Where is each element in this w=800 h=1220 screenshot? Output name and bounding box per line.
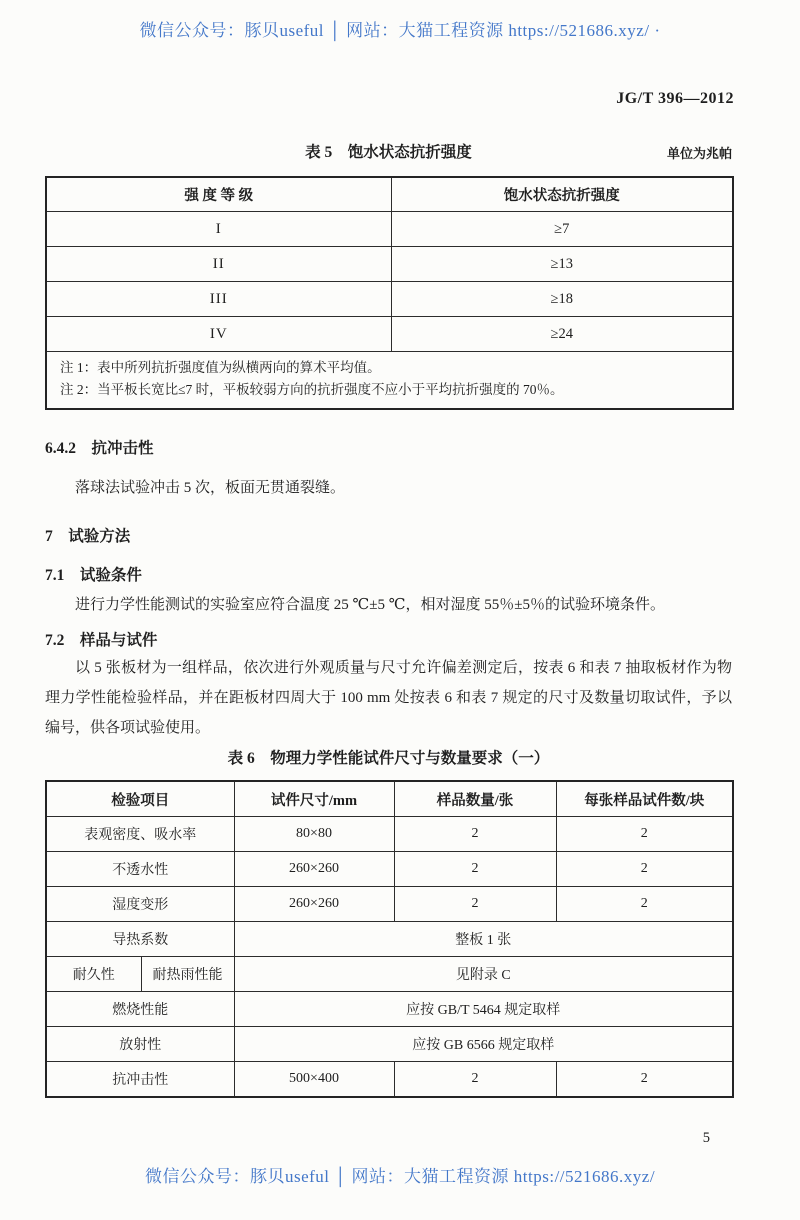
table-row xyxy=(46,1027,733,1062)
table6-col-header-item: 检验项目 xyxy=(46,781,234,817)
page-number: 5 xyxy=(702,1130,710,1146)
table5-col-header-strength: 饱水状态抗折强度 xyxy=(391,177,733,212)
piece-count-cell: 2 xyxy=(556,1062,733,1098)
table6 xyxy=(45,780,734,1098)
size-cell: 260×260 xyxy=(234,852,394,887)
grade-cell: III xyxy=(46,282,391,317)
table5-caption-row xyxy=(45,140,732,160)
section-paragraph-7-2: 以 5 张板材为一组样品，依次进行外观质量与尺寸允许偏差测定后，按表 6 和表 7 抽取板材作为物理力学性能检验样品，并在距板材四周大于 100 mm 处按表 6 和表 7 规定的尺寸及数量切取试件，予以编号，供各项试验使用。 xyxy=(45,660,732,736)
span-value-cell: 整板 1 张 xyxy=(234,922,733,957)
item-cell: 燃烧性能 xyxy=(46,992,234,1027)
table-row xyxy=(46,817,733,852)
piece-count-cell: 2 xyxy=(556,817,733,852)
item-cell: 放射性 xyxy=(46,1027,234,1062)
piece-count-cell: 2 xyxy=(556,852,733,887)
table-row xyxy=(46,212,733,247)
span-value-cell: 见附录 C xyxy=(234,957,733,992)
watermark-bottom: 微信公众号：豚贝useful │ 网站：大猫工程资源 https://521686.xyz/ xyxy=(144,1167,656,1186)
piece-count-cell: 2 xyxy=(556,887,733,922)
table5-notes-row xyxy=(46,352,733,410)
table-row xyxy=(46,317,733,352)
table6-caption: 表 6 物理力学性能试件尺寸与数量要求（一） xyxy=(227,750,550,767)
table6-col-header-piece-count: 每张样品试件数/块 xyxy=(556,781,733,817)
section-heading-7-1: 7.1 试验条件 xyxy=(45,567,142,584)
size-cell: 80×80 xyxy=(234,817,394,852)
doc-code: JG/T 396—2012 xyxy=(616,90,734,107)
section-paragraph-7-1: 进行力学性能测试的实验室应符合温度 25 ℃±5 ℃，相对湿度 55％±5％的试验环境条件。 xyxy=(75,597,666,613)
table6-header-row xyxy=(46,781,733,817)
section-heading-6-4-2: 6.4.2 抗冲击性 xyxy=(45,440,154,457)
grade-cell: I xyxy=(46,212,391,247)
span-value-cell: 应按 GB 6566 规定取样 xyxy=(234,1027,733,1062)
table5-col-header-grade: 强 度 等 级 xyxy=(46,177,391,212)
sample-count-cell: 2 xyxy=(394,852,556,887)
chapter-heading-7: 7 试验方法 xyxy=(45,528,131,545)
strength-value-cell: ≥24 xyxy=(391,317,733,352)
table-row xyxy=(46,887,733,922)
item-cell: 表观密度、吸水率 xyxy=(46,817,234,852)
table5-note-2: 注 2：当平板长宽比≤7 时，平板较弱方向的抗折强度不应小于平均抗折强度的 70％。 xyxy=(60,382,564,397)
watermark-top: 微信公众号：豚贝useful │ 网站：大猫工程资源 https://521686.xyz/ · xyxy=(139,21,661,40)
table5-header-row xyxy=(46,177,733,212)
size-cell: 260×260 xyxy=(234,887,394,922)
sample-count-cell: 2 xyxy=(394,887,556,922)
item-cell: 抗冲击性 xyxy=(46,1062,234,1098)
table-row xyxy=(46,992,733,1027)
span-value-cell: 应按 GB/T 5464 规定取样 xyxy=(234,992,733,1027)
table-row xyxy=(46,247,733,282)
strength-value-cell: ≥18 xyxy=(391,282,733,317)
grade-cell: IV xyxy=(46,317,391,352)
item-cell: 湿度变形 xyxy=(46,887,234,922)
item-cell: 不透水性 xyxy=(46,852,234,887)
strength-value-cell: ≥13 xyxy=(391,247,733,282)
table5-unit-note: 单位为兆帕 xyxy=(666,146,732,161)
section-paragraph-6-4-2: 落球法试验冲击 5 次，板面无贯通裂缝。 xyxy=(75,480,346,496)
table5-note-1: 注 1：表中所列抗折强度值为纵横两向的算术平均值。 xyxy=(60,360,381,375)
item-cell: 耐久性 xyxy=(46,957,141,992)
table5-caption: 表 5 饱水状态抗折强度 xyxy=(305,144,472,161)
table-row xyxy=(46,852,733,887)
table-row xyxy=(46,957,733,992)
item-cell: 导热系数 xyxy=(46,922,234,957)
table-row xyxy=(46,922,733,957)
grade-cell: II xyxy=(46,247,391,282)
table5 xyxy=(45,176,734,410)
section-heading-7-2: 7.2 样品与试件 xyxy=(45,632,158,649)
sample-count-cell: 2 xyxy=(394,1062,556,1098)
table5-notes-cell xyxy=(46,352,733,410)
table-row xyxy=(46,1062,733,1098)
size-cell: 500×400 xyxy=(234,1062,394,1098)
item-sub-cell: 耐热雨性能 xyxy=(141,957,234,992)
strength-value-cell: ≥7 xyxy=(391,212,733,247)
sample-count-cell: 2 xyxy=(394,817,556,852)
table6-col-header-sample-count: 样品数量/张 xyxy=(394,781,556,817)
table6-col-header-size: 试件尺寸/mm xyxy=(234,781,394,817)
table-row xyxy=(46,282,733,317)
